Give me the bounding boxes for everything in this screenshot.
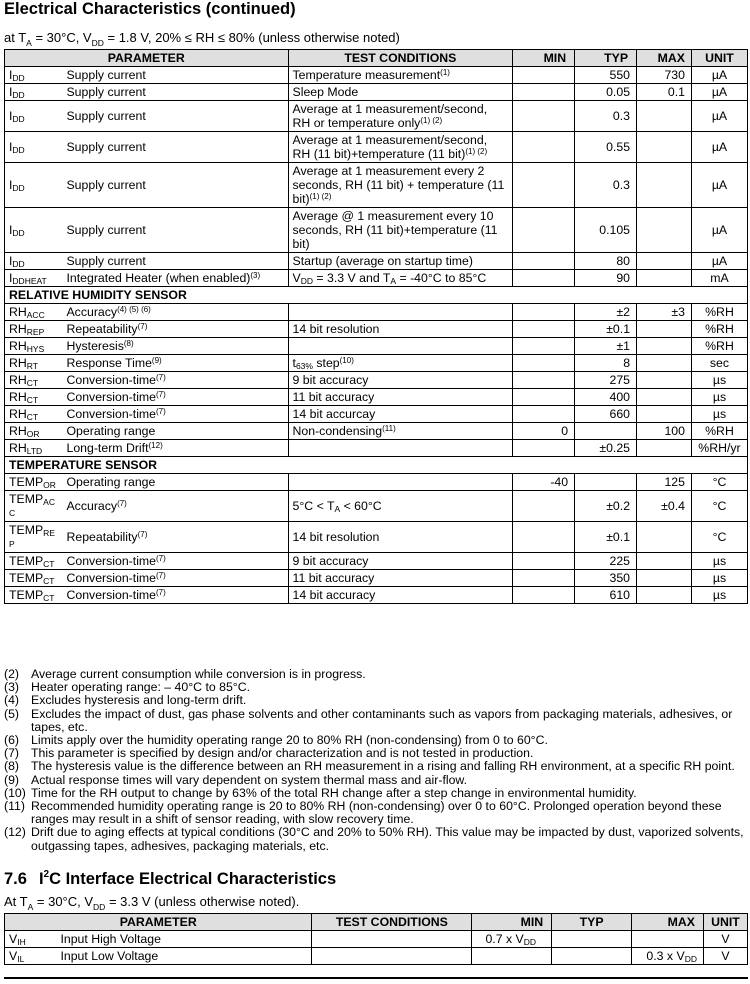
parameter-cell: Response Time$^{(9)}$	[62, 355, 288, 372]
test-conditions-cell: Average at 1 measurement every 2 seconds, RH (11 bit) + temperature (11 bit)$^{(1) (2)}$	[288, 163, 513, 208]
max-cell	[637, 355, 692, 372]
table-header-row	[5, 914, 748, 931]
min-cell	[513, 406, 575, 423]
parameter-cell: Conversion-time$^{(7)}$	[62, 389, 288, 406]
table-row	[5, 948, 748, 965]
parameter-cell: Supply current	[62, 208, 288, 253]
symbol-cell: $I_{DD}$	[5, 132, 63, 163]
min-cell	[513, 389, 575, 406]
parameter-cell: Conversion-time$^{(7)}$	[62, 553, 288, 570]
header-test-conditions: TEST CONDITIONS	[288, 50, 513, 67]
symbol-cell: $I_{DD}$	[5, 101, 63, 132]
unit-cell: µA	[691, 67, 747, 84]
typ-cell: 8	[575, 355, 637, 372]
table-row	[5, 304, 748, 321]
symbol-cell: $RH_{CT}$	[5, 406, 63, 423]
typ-cell: ±0.2	[575, 491, 637, 522]
test-conditions-cell: 14 bit accurcay	[288, 406, 513, 423]
max-cell: ±3	[637, 304, 692, 321]
table-row	[5, 440, 748, 457]
min-cell	[513, 208, 575, 253]
footnote-number: (12)	[4, 825, 26, 840]
min-cell	[513, 587, 575, 604]
table-row	[5, 67, 748, 84]
parameter-cell: Supply current	[62, 132, 288, 163]
symbol-cell: $TEMP_{OR}$	[5, 474, 63, 491]
min-cell	[513, 491, 575, 522]
test-conditions-cell	[288, 338, 513, 355]
bottom-rule	[4, 977, 748, 979]
unit-cell: µs	[691, 553, 747, 570]
min-cell	[513, 553, 575, 570]
footnotes	[4, 668, 748, 853]
min-cell	[513, 132, 575, 163]
table-row	[5, 372, 748, 389]
min-cell	[513, 304, 575, 321]
typ-cell: 90	[575, 270, 637, 287]
typ-cell: ±0.25	[575, 440, 637, 457]
test-conditions-cell: 11 bit accuracy	[288, 570, 513, 587]
test-conditions-cell: Average @ 1 measurement every 10 seconds, RH (11 bit)+temperature (11 bit)	[288, 208, 513, 253]
footnote-number: (3)	[4, 680, 20, 695]
symbol-cell: $I_{DD}$	[5, 208, 63, 253]
min-cell	[513, 570, 575, 587]
unit-cell: %RH	[691, 423, 747, 440]
unit-cell: µs	[691, 570, 747, 587]
test-conditions-cell	[312, 931, 472, 948]
footnote-text: Excludes hysteresis and long-term drift.	[31, 693, 247, 708]
unit-cell: µA	[691, 132, 747, 163]
unit-cell: °C	[691, 522, 747, 553]
parameter-cell: Operating range	[62, 423, 288, 440]
max-cell	[637, 406, 692, 423]
section-title: TEMPERATURE SENSOR	[5, 457, 748, 474]
symbol-cell: $RH_{CT}$	[5, 389, 63, 406]
parameter-cell: Conversion-time$^{(7)}$	[62, 372, 288, 389]
test-conditions-cell	[288, 474, 513, 491]
footnote-text: Time for the RH output to change by 63% of the total RH change after a step change in environmental humidity.	[31, 785, 637, 800]
parameter-cell: Conversion-time$^{(7)}$	[62, 587, 288, 604]
footnote-number: (10)	[4, 785, 26, 800]
typ-cell: 0.3	[575, 101, 637, 132]
symbol-cell: $RH_{LTD}$	[5, 440, 63, 457]
footnote-number: (2)	[4, 667, 20, 681]
unit-cell: µs	[691, 372, 747, 389]
table-row	[5, 253, 748, 270]
typ-cell: ±0.1	[575, 321, 637, 338]
typ-cell: 660	[575, 406, 637, 423]
max-cell	[637, 253, 692, 270]
typ-cell: ±0.1	[575, 522, 637, 553]
footnote-text: Drift due to aging effects at typical conditions (30°C and 20% to 50% RH). This value may be impacted by dust, vaporized solvents, outgassing tapes, adhesives, packaging materials, etc.	[31, 825, 744, 853]
unit-cell: µA	[691, 163, 747, 208]
symbol-cell: $V_{IL}$	[5, 948, 57, 965]
min-cell	[513, 321, 575, 338]
table-row	[5, 931, 748, 948]
section-row	[5, 457, 748, 474]
test-conditions-cell	[288, 304, 513, 321]
unit-cell: sec	[691, 355, 747, 372]
table-row	[5, 522, 748, 553]
min-cell: 0	[513, 423, 575, 440]
unit-cell: µA	[691, 101, 747, 132]
typ-cell	[575, 423, 637, 440]
symbol-cell: $RH_{REP}$	[5, 321, 63, 338]
header-max: MAX	[637, 50, 692, 67]
parameter-cell: Input Low Voltage	[56, 948, 312, 965]
section-heading-i2c: 7.6 $I^2C$ Interface Electrical Characteristics	[4, 869, 337, 888]
footnote-text: The hysteresis value is the difference between an RH measurement in a rising and falling RH environment, at a specific RH point.	[31, 759, 735, 774]
unit-cell: µs	[691, 587, 747, 604]
footnote-text: Heater operating range: – 40°C to 85°C.	[31, 680, 251, 695]
symbol-cell: $I_{DD}$	[5, 67, 63, 84]
min-cell	[513, 522, 575, 553]
footnote-text: Average current consumption while conversion is in progress.	[31, 667, 366, 681]
parameter-cell: Supply current	[62, 67, 288, 84]
test-conditions-cell: $V_{DD} = 3.3$ V and $T_A = -40^\circ C$ to 85°C	[288, 270, 513, 287]
header-test-conditions: TEST CONDITIONS	[312, 914, 472, 931]
parameter-cell: Long-term Drift$^{(12)}$	[62, 440, 288, 457]
test-conditions-cell	[288, 440, 513, 457]
test-conditions-cell: 14 bit resolution	[288, 321, 513, 338]
parameter-cell: Operating range	[62, 474, 288, 491]
page-heading: Electrical Characteristics (continued)	[4, 0, 296, 18]
max-cell	[637, 372, 692, 389]
test-conditions-cell: 9 bit accuracy	[288, 553, 513, 570]
min-cell	[513, 253, 575, 270]
footnote	[4, 708, 748, 734]
header-unit: UNIT	[703, 914, 747, 931]
symbol-cell: $TEMP_{CT}$	[5, 587, 63, 604]
table-row	[5, 423, 748, 440]
unit-cell: V	[703, 948, 747, 965]
max-cell	[632, 931, 704, 948]
unit-cell: µs	[691, 406, 747, 423]
header-unit: UNIT	[691, 50, 747, 67]
parameter-cell: Repeatability$^{(7)}$	[62, 321, 288, 338]
table-row	[5, 553, 748, 570]
parameter-cell: Supply current	[62, 101, 288, 132]
footnote-number: (8)	[4, 759, 20, 774]
header-min: MIN	[513, 50, 575, 67]
table-row	[5, 163, 748, 208]
min-cell	[513, 440, 575, 457]
typ-cell: 0.55	[575, 132, 637, 163]
max-cell	[637, 101, 692, 132]
max-cell: ±0.4	[637, 491, 692, 522]
test-conditions-cell: Non-condensing$^{(11)}$	[288, 423, 513, 440]
table-row	[5, 270, 748, 287]
symbol-cell: $TEMP_{RE}$ P	[5, 522, 63, 553]
test-conditions-cell: 11 bit accuracy	[288, 389, 513, 406]
max-cell	[637, 321, 692, 338]
table-row	[5, 355, 748, 372]
footnote-number: (11)	[4, 799, 25, 814]
test-conditions-cell: 14 bit accuracy	[288, 587, 513, 604]
typ-cell: 550	[575, 67, 637, 84]
unit-cell: mA	[691, 270, 747, 287]
max-cell	[637, 208, 692, 253]
max-cell	[637, 163, 692, 208]
min-cell	[513, 338, 575, 355]
table-row	[5, 208, 748, 253]
table-header-row	[5, 50, 748, 67]
table-row	[5, 84, 748, 101]
table-row	[5, 338, 748, 355]
footnote-number: (6)	[4, 733, 20, 748]
parameter-cell: Accuracy$^{(4) (5) (6)}$	[62, 304, 288, 321]
unit-cell: %RH	[691, 321, 747, 338]
table-row	[5, 132, 748, 163]
max-cell	[637, 132, 692, 163]
footnote	[4, 826, 748, 852]
footnote-number: (9)	[4, 772, 20, 787]
min-cell	[513, 270, 575, 287]
max-cell	[637, 270, 692, 287]
symbol-cell: $TEMP_{CT}$	[5, 553, 63, 570]
typ-cell: 610	[575, 587, 637, 604]
symbol-cell: $I_{DD}$	[5, 163, 63, 208]
symbol-cell: $TEMP_{AC}$ C	[5, 491, 63, 522]
max-cell	[637, 570, 692, 587]
min-cell	[513, 67, 575, 84]
test-conditions-cell	[312, 948, 472, 965]
typ-cell	[575, 474, 637, 491]
unit-cell: µA	[691, 84, 747, 101]
table-row	[5, 321, 748, 338]
table-row	[5, 406, 748, 423]
typ-cell: 0.105	[575, 208, 637, 253]
footnote-number: (5)	[4, 706, 20, 721]
section-title: RELATIVE HUMIDITY SENSOR	[5, 287, 748, 304]
test-conditions-cell: Temperature measurement$^{(1)}$	[288, 67, 513, 84]
symbol-cell: $RH_{ACC}$	[5, 304, 63, 321]
unit-cell: %RH	[691, 304, 747, 321]
parameter-cell: Conversion-time$^{(7)}$	[62, 570, 288, 587]
footnote-text: Recommended humidity operating range is 20 to 80% RH (non-condensing) over 0 to 60°C. Prolonged operation beyond these ranges may result in a shift of sensor reading, with slow recovery time.	[31, 799, 722, 827]
min-cell: -40	[513, 474, 575, 491]
test-conditions-cell: $t_{63\%}$ step$^{(10)}$	[288, 355, 513, 372]
symbol-cell: $RH_{OR}$	[5, 423, 63, 440]
typ-cell: 350	[575, 570, 637, 587]
max-cell	[637, 553, 692, 570]
conditions-line-i2c: At $T_A = 30^\circ C$, $V_{DD} = 3.3$ V (unless otherwise noted).	[4, 894, 300, 912]
electrical-characteristics-table	[4, 49, 748, 604]
max-cell	[637, 338, 692, 355]
footnote-text: Excludes the impact of dust, gas phase solvents and other contaminants such as vapors from packaging materials, adhesives, or tapes, etc.	[31, 706, 733, 734]
unit-cell: µA	[691, 253, 747, 270]
footnote	[4, 800, 748, 826]
footnote-text: This parameter is specified by design and/or characterization and is not tested in production.	[31, 746, 534, 761]
header-typ: TYP	[552, 914, 632, 931]
max-cell: 730	[637, 67, 692, 84]
min-cell	[513, 101, 575, 132]
unit-cell: %RH	[691, 338, 747, 355]
max-cell: 0.1	[637, 84, 692, 101]
test-conditions-cell: 9 bit accuracy	[288, 372, 513, 389]
max-cell	[637, 522, 692, 553]
symbol-cell: $RH_{CT}$	[5, 372, 63, 389]
typ-cell: 400	[575, 389, 637, 406]
min-cell	[513, 372, 575, 389]
parameter-cell: Supply current	[62, 253, 288, 270]
footnote-number: (7)	[4, 746, 20, 761]
test-conditions-cell: 14 bit resolution	[288, 522, 513, 553]
parameter-cell: Hysteresis$^{(8)}$	[62, 338, 288, 355]
min-cell: 0.7 x $V_{DD}$	[472, 931, 552, 948]
max-cell: 125	[637, 474, 692, 491]
max-cell	[637, 587, 692, 604]
unit-cell: V	[703, 931, 747, 948]
typ-cell	[552, 948, 632, 965]
parameter-cell: Input High Voltage	[56, 931, 312, 948]
symbol-cell: $I_{DDHEAT}$	[5, 270, 63, 287]
max-cell	[637, 389, 692, 406]
parameter-cell: Accuracy$^{(7)}$	[62, 491, 288, 522]
test-conditions-cell: $5^\circ C < T_A < 60^\circ C$	[288, 491, 513, 522]
parameter-cell: Conversion-time$^{(7)}$	[62, 406, 288, 423]
unit-cell: µA	[691, 208, 747, 253]
symbol-cell: $I_{DD}$	[5, 253, 63, 270]
header-max: MAX	[632, 914, 704, 931]
table-row	[5, 101, 748, 132]
unit-cell: °C	[691, 491, 747, 522]
typ-cell: 0.05	[575, 84, 637, 101]
symbol-cell: $TEMP_{CT}$	[5, 570, 63, 587]
unit-cell: µs	[691, 389, 747, 406]
header-typ: TYP	[575, 50, 637, 67]
table-row	[5, 474, 748, 491]
symbol-cell: $RH_{RT}$	[5, 355, 63, 372]
symbol-cell: $V_{IH}$	[5, 931, 57, 948]
typ-cell: ±1	[575, 338, 637, 355]
table-row	[5, 491, 748, 522]
unit-cell: °C	[691, 474, 747, 491]
footnote	[4, 694, 748, 707]
max-cell	[637, 440, 692, 457]
min-cell	[513, 355, 575, 372]
test-conditions-cell: Startup (average on startup time)	[288, 253, 513, 270]
footnote-number: (4)	[4, 693, 20, 708]
unit-cell: %RH/yr	[691, 440, 747, 457]
typ-cell: ±2	[575, 304, 637, 321]
section-row	[5, 287, 748, 304]
header-parameter: PARAMETER	[5, 914, 312, 931]
table-row	[5, 587, 748, 604]
footnote-text: Limits apply over the humidity operating range 20 to 80% RH (non-condensing) from 0 to 60°C.	[31, 733, 548, 748]
test-conditions-cell: Average at 1 measurement/second, RH or temperature only$^{(1) (2)}$	[288, 101, 513, 132]
footnote	[4, 760, 748, 773]
max-cell: 100	[637, 423, 692, 440]
header-min: MIN	[472, 914, 552, 931]
typ-cell	[552, 931, 632, 948]
typ-cell: 0.3	[575, 163, 637, 208]
footnote	[4, 774, 748, 787]
i2c-characteristics-table	[4, 913, 748, 965]
min-cell	[472, 948, 552, 965]
conditions-line: at $T_A = 30^\circ C$, $V_{DD} = 1.8$ V, 20% ≤ RH ≤ 80% (unless otherwise noted)	[4, 30, 400, 48]
typ-cell: 275	[575, 372, 637, 389]
symbol-cell: $RH_{HYS}$	[5, 338, 63, 355]
parameter-cell: Repeatability$^{(7)}$	[62, 522, 288, 553]
table-row	[5, 570, 748, 587]
test-conditions-cell: Sleep Mode	[288, 84, 513, 101]
header-parameter: PARAMETER	[5, 50, 289, 67]
footnote-text: Actual response times will vary dependent on system thermal mass and air-flow.	[31, 772, 468, 787]
parameter-cell: Integrated Heater (when enabled)$^{(3)}$	[62, 270, 288, 287]
min-cell	[513, 84, 575, 101]
max-cell: 0.3 x $V_{DD}$	[632, 948, 704, 965]
typ-cell: 80	[575, 253, 637, 270]
test-conditions-cell: Average at 1 measurement/second, RH (11 bit)+temperature (11 bit)$^{(1) (2)}$	[288, 132, 513, 163]
min-cell	[513, 163, 575, 208]
symbol-cell: $I_{DD}$	[5, 84, 63, 101]
typ-cell: 225	[575, 553, 637, 570]
parameter-cell: Supply current	[62, 163, 288, 208]
table-row	[5, 389, 748, 406]
parameter-cell: Supply current	[62, 84, 288, 101]
